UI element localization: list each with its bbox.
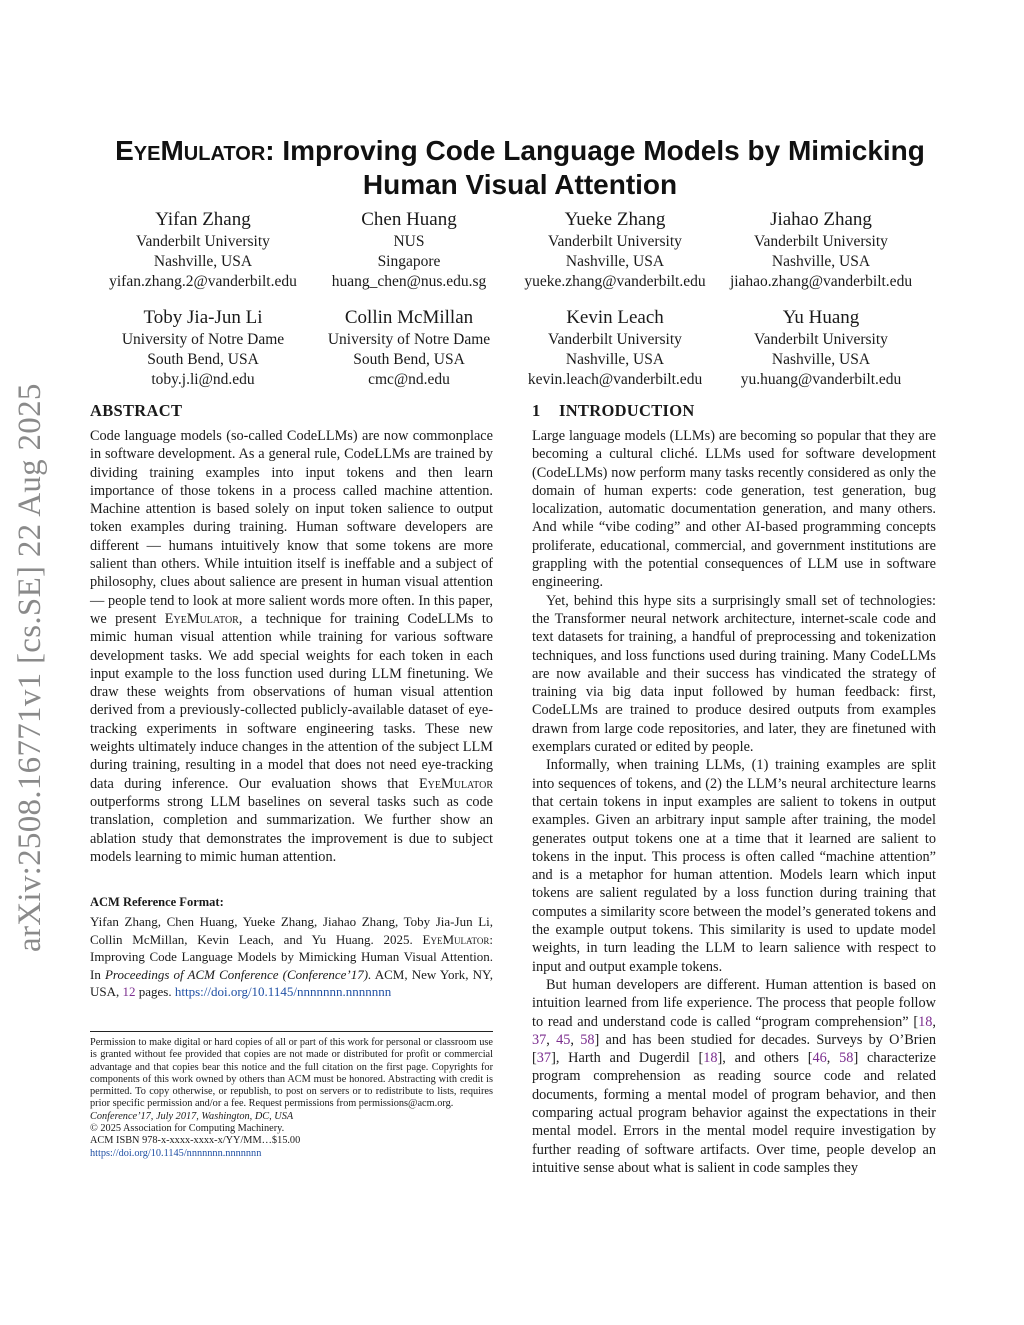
author-email[interactable]: huang_chen@nus.edu.sg [331, 273, 487, 290]
author-name: Jiahao Zhang [770, 209, 872, 230]
author-affiliation: Vanderbilt University [754, 331, 888, 348]
page-count-link[interactable]: 12 [122, 984, 136, 1000]
author-email[interactable]: jiahao.zhang@vanderbilt.edu [729, 273, 913, 290]
author-block [306, 208, 512, 292]
text-run: ] characterize program comprehension as reading source code and related documents, forming a mental model of program behavior, and then comparing actual program behavior against the expectations in their mental model. Errors in the mental model require investigation by further reading of software artifacts. Over time, people develop an intuitive sense about what is salient in code samples they [532, 1050, 936, 1176]
author-block [100, 208, 306, 292]
author-name: Chen Huang [361, 209, 457, 230]
abstract-part-2: , a technique for training CodeLLMs to mimic human visual attention while training for various software development tasks. We add special weights for each token in each input example to the loss function used during LLM finetuning. We draw these weights from observations of human visual attention derived from a previously-collected publicly-available dataset of eye-tracking experiments in software engineering tasks. These new weights ultimately induce changes in the attention of the subject LLM during training, resulting in a model that does not need eye-tracking data during inference. Our evaluation shows that [90, 610, 494, 792]
author-name: Collin McMillan [344, 307, 474, 328]
author-email[interactable]: yu.huang@vanderbilt.edu [740, 371, 902, 388]
title-line-1 [90, 134, 950, 168]
left-column [90, 400, 493, 1001]
acm-ref-part-2: : Improving Code Language Models by Mimicking Human Visual Attention. In [90, 931, 493, 982]
text-run: ], Harth and Dugerdil [ [551, 1050, 704, 1067]
text-run: , [826, 1050, 840, 1067]
conference-info: Conference’17, July 2017, Washington, DC, USA [90, 1110, 294, 1122]
system-name: EyeMulator [422, 931, 490, 947]
author-location: Singapore [377, 253, 441, 270]
author-affiliation: University of Notre Dame [121, 331, 285, 348]
author-name: Yifan Zhang [155, 209, 251, 230]
copyright-line: © 2025 Association for Computing Machinery. [90, 1123, 285, 1135]
author-affiliation: Vanderbilt University [548, 331, 682, 348]
system-name: EyeMulator [418, 775, 493, 792]
acm-ref-part-4: pages. [135, 984, 175, 1000]
author-email[interactable]: cmc@nd.edu [368, 371, 450, 388]
section-title: INTRODUCTION [559, 401, 695, 420]
author-name: Toby Jia-Jun Li [143, 307, 263, 328]
intro-paragraph-1: Large language models (LLMs) are becoming so popular that they are becoming a cultural cliché. LLMs used for software development (CodeLLMs) now perform many tasks recently considered as only the domain of human experts: code generation, test generation, bug localization, automatic documentation generation, and many others. And while “vibe coding” and other AI-based programming concepts proliferate, educational, commercial, and government institutions are grappling with the potential consequences of LLM use in software engineering. [532, 428, 936, 591]
acm-ref-part-1: Yifan Zhang, Chen Huang, Yueke Zhang, Jiahao Zhang, Toby Jia-Jun Li, Collin McMillan, Kevin Leach, and Yu Huang. 2025. [90, 914, 493, 947]
title-line-2: Human Visual Attention [362, 169, 678, 200]
doi-link[interactable]: https://doi.org/10.1145/nnnnnnn.nnnnnnn [174, 984, 392, 1000]
author-location: South Bend, USA [353, 351, 465, 368]
citation-link[interactable]: 37 [536, 1050, 552, 1067]
author-name: Yu Huang [782, 307, 860, 328]
author-location: Nashville, USA [771, 351, 871, 368]
author-affiliation: Vanderbilt University [754, 233, 888, 250]
author-block [718, 208, 924, 292]
arxiv-identifier-stamp: arXiv:2508.16771v1 [cs.SE] 22 Aug 2025 [12, 383, 48, 953]
system-name: EyeMulator [164, 610, 239, 627]
footnote-doi-link[interactable]: https://doi.org/10.1145/nnnnnnn.nnnnnnn [90, 1147, 262, 1159]
paper-title [90, 134, 950, 202]
text-run: ], and others [ [717, 1050, 813, 1067]
author-name: Yueke Zhang [564, 209, 666, 230]
abstract-text [90, 427, 493, 866]
abstract-part-3: outperforms strong LLM baselines on several tasks such as code translation, completion and summarization. We further show an ablation study that demonstrates the improvement is due to subject models learning to mimic human attention. [90, 793, 493, 865]
title-rest: : Improving Code Language Models by Mimicking [265, 135, 925, 166]
author-block [512, 208, 718, 292]
text-run: ] and has been studied for decades. Surveys by O’Brien [ [532, 1031, 937, 1067]
citation-link[interactable]: 45 [556, 1031, 571, 1048]
intro-paragraph-2: Yet, behind this hype sits a surprisingly small set of technologies: the Transformer neural network architecture, internet-scale code and text datasets for training, a handful of preprocessing and tokenization techniques, and loss functions used during training. Many CodeLLMs are now available and their success has vindicated the strategy of training via big data input followed by human feedback: first, CodeLLMs are trained to produce desired outputs from examples drawn from large code repositories, and later, they are finetuned with exemplars curated or edited by people. [532, 592, 936, 756]
acm-ref-part-3: ACM, New York, NY, USA, [90, 966, 493, 1000]
text-run: , [570, 1031, 581, 1048]
copyright-footnote [90, 1037, 493, 1160]
text-run: , [932, 1013, 936, 1030]
text-run: , [546, 1031, 557, 1048]
text-run: But human developers are different. Human attention is based on intuition learned from life experience. The process that people follow to read and understand code is called “program comprehension” [ [532, 976, 936, 1030]
author-email[interactable]: toby.j.li@nd.edu [151, 371, 255, 388]
author-block [512, 306, 718, 390]
author-location: Nashville, USA [153, 253, 253, 270]
permission-notice: Permission to make digital or hard copies of all or part of this work for personal or classroom use is granted without fee provided that copies are not made or distributed for profit or commercial advantage and that copies bear this notice and the full citation on the first page. Copyrights for components of this work owned by others than ACM must be honored. Abstracting with credit is permitted. To copy otherwise, or republish, to post on servers or to redistribute to lists, requires prior specific permission and/or a fee. Request permissions from permissions@acm.org. [90, 1037, 493, 1110]
author-email[interactable]: kevin.leach@vanderbilt.edu [527, 371, 703, 388]
acm-reference-heading: ACM Reference Format: [90, 895, 224, 910]
acm-reference-text [90, 913, 493, 1001]
citation-link[interactable]: 58 [580, 1031, 595, 1048]
author-affiliation: NUS [393, 233, 425, 250]
abstract-part-1: Code language models (so-called CodeLLMs) are now commonplace in software development. As a general rule, CodeLLMs are trained by dividing training examples into input tokens and then learn importance of those tokens in a process called machine attention. Machine attention is based solely on input token salience to output token examples during training. Human software developers are different — humans intuitively know that some tokens are more salient than others. While intuition itself is ineffable and a subject of philosophy, clues about salience are present in human visual attention — people tend to look at more salient words more often. In this paper, we present [90, 428, 493, 627]
author-location: South Bend, USA [147, 351, 259, 368]
citation-link[interactable]: 37 [532, 1031, 547, 1048]
author-email[interactable]: yueke.zhang@vanderbilt.edu [524, 273, 706, 290]
author-location: Nashville, USA [771, 253, 871, 270]
author-block [718, 306, 924, 390]
title-system-name: EyeMulator [115, 135, 266, 166]
author-block [100, 306, 306, 390]
citation-link[interactable]: 18 [918, 1013, 933, 1030]
right-column [532, 400, 936, 1177]
abstract-heading: ABSTRACT [90, 401, 183, 420]
citation-link[interactable]: 46 [812, 1050, 827, 1067]
author-name: Kevin Leach [566, 307, 664, 328]
section-number: 1 [532, 401, 541, 420]
author-location: Nashville, USA [565, 253, 665, 270]
citation-link[interactable]: 58 [839, 1050, 854, 1067]
citation-link[interactable]: 18 [703, 1050, 718, 1067]
author-block [306, 306, 512, 390]
author-affiliation: University of Notre Dame [327, 331, 491, 348]
author-affiliation: Vanderbilt University [136, 233, 270, 250]
author-affiliation: Vanderbilt University [548, 233, 682, 250]
acm-ref-venue: Proceedings of ACM Conference (Conference’17). [104, 966, 372, 982]
intro-paragraph-3: Informally, when training LLMs, (1) training examples are split into sequences of tokens, and (2) the LLM’s neural architecture learns that certain tokens in input examples are salient to tokens in output examples. Given an arbitrary input sample after training, the model generates output tokens one at a time that it learned are salient to tokens in the input. This process is often called “machine attention” and is a metaphor for human attention. Models learn which input tokens are salient regulated by a loss function during training that computes a similarity score between the model’s generated tokens and the example output tokens. This similarity is used to update model weights, in turn leading the LLM to learn salience with respect to input and output example tokens. [532, 757, 936, 975]
intro-paragraph-4 [532, 976, 936, 1177]
footnote-divider [90, 1031, 493, 1032]
author-location: Nashville, USA [565, 351, 665, 368]
author-email[interactable]: yifan.zhang.2@vanderbilt.edu [109, 273, 297, 290]
isbn-line: ACM ISBN 978-x-xxxx-xxxx-x/YY/MM…$15.00 [90, 1135, 301, 1147]
introduction-heading [532, 400, 936, 422]
